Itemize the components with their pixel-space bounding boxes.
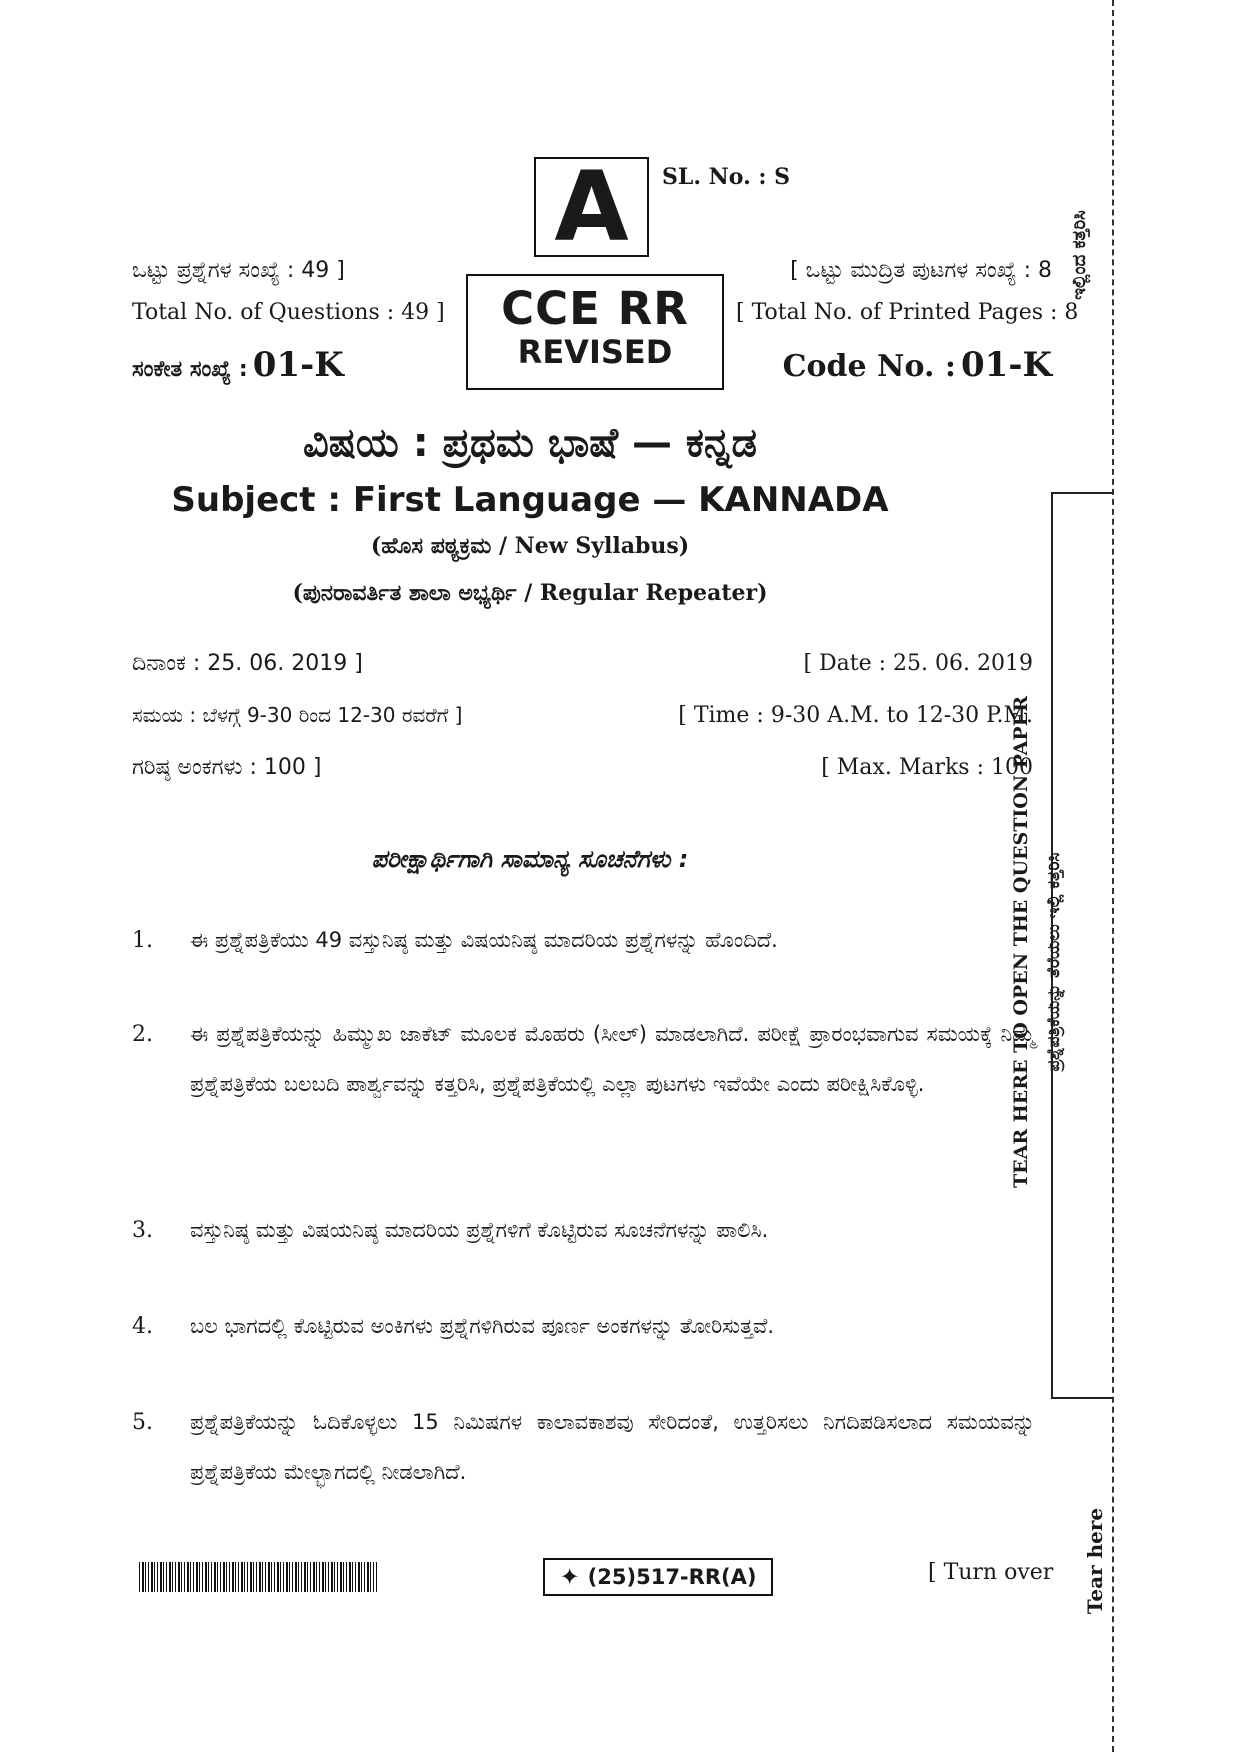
exam-type-title: CCE RR bbox=[501, 282, 689, 335]
star-icon: ✦ bbox=[559, 1563, 580, 1591]
code-number bbox=[740, 345, 1052, 385]
side-tear-open-label: TEAR HERE TO OPEN THE QUESTION PAPER bbox=[1010, 696, 1032, 1188]
barcode bbox=[139, 1562, 377, 1592]
version-letter-box: A bbox=[534, 157, 649, 257]
code-value-right: 01-K bbox=[961, 345, 1052, 385]
subject-kannada: ವಿಷಯ : ಪ್ರಥಮ ಭಾಷೆ — ಕನ್ನಡ bbox=[302, 420, 758, 466]
date-kannada: ದಿನಾಂಕ : 25. 06. 2019 ] bbox=[132, 651, 363, 676]
code-label-kannada: ಸಂಕೇತ ಸಂಖ್ಯೆ : bbox=[132, 357, 248, 382]
serial-number: SL. No. : S bbox=[662, 164, 791, 190]
side-kannada-cut-here: ಇಲ್ಲಿಂದ ಕತ್ತರಿಸಿ bbox=[1069, 210, 1090, 300]
instruction-number: 1. bbox=[132, 928, 153, 953]
total-pages-kannada: [ ಒಟ್ಟು ಮುದ್ರಿತ ಪುಟಗಳ ಸಂಖ್ಯೆ : 8 bbox=[790, 258, 1052, 283]
paper-code-box bbox=[543, 1558, 773, 1596]
instruction-text: ಬಲ ಭಾಗದಲ್ಲಿ ಕೊಟ್ಟಿರುವ ಅಂಕಿಗಳು ಪ್ರಶ್ನೆಗಳಿಗಿರುವ ಪೂರ್ಣ ಅಂಕಗಳನ್ನು ತೋರಿಸುತ್ತವೆ. bbox=[190, 1314, 775, 1338]
time-kannada: ಸಮಯ : ಬೆಳಗ್ಗೆ 9-30 ರಿಂದ 12-30 ರವರೆಗೆ ] bbox=[132, 703, 463, 727]
turn-over-label: [ Turn over bbox=[928, 1560, 1054, 1585]
code-label: Code No. : bbox=[782, 349, 956, 384]
instruction-number: 2. bbox=[132, 1022, 153, 1047]
subject-title: Subject : First Language — KANNADA bbox=[171, 480, 889, 520]
instruction-number: 3. bbox=[132, 1218, 153, 1243]
total-pages: [ Total No. of Printed Pages : 8 bbox=[736, 300, 1079, 325]
max-marks: [ Max. Marks : 100 bbox=[821, 755, 1033, 780]
tear-here-label: Tear here bbox=[1083, 1507, 1107, 1615]
instruction-text: ಪ್ರಶ್ನೆಪತ್ರಿಕೆಯನ್ನು ಓದಿಕೊಳ್ಳಲು 15 ನಿಮಿಷಗಳ ಕಾಲಾವಕಾಶವು ಸೇರಿದಂತೆ, ಉತ್ತರಿಸಲು ನಿಗದಿಪಡಿಸಲಾದ ಸಮಯವನ್ನು ಪ್ರಶ್ನೆಪತ್ರಿಕೆಯ ಮೇಲ್ಭಾಗದಲ್ಲಿ ನೀಡಲಾಗಿದೆ. bbox=[190, 1410, 1035, 1484]
exam-time: [ Time : 9-30 A.M. to 12-30 P.M. bbox=[678, 703, 1033, 728]
instruction-number: 4. bbox=[132, 1314, 153, 1339]
syllabus-label: (ಹೊಸ ಪಠ್ಯಕ್ರಮ / New Syllabus) bbox=[370, 533, 690, 559]
candidate-type-label: (ಪುನರಾವರ್ತಿತ ಶಾಲಾ ಅಭ್ಯರ್ಥಿ / Regular Repeater) bbox=[292, 580, 768, 606]
exam-date: [ Date : 25. 06. 2019 bbox=[803, 651, 1033, 676]
instruction-text: ವಸ್ತುನಿಷ್ಠ ಮತ್ತು ವಿಷಯನಿಷ್ಠ ಮಾದರಿಯ ಪ್ರಶ್ನೆಗಳಿಗೆ ಕೊಟ್ಟಿರುವ ಸೂಚನೆಗಳನ್ನು ಪಾಲಿಸಿ. bbox=[190, 1218, 769, 1242]
instruction-text: ಈ ಪ್ರಶ್ನೆಪತ್ರಿಕೆಯನ್ನು ಹಿಮ್ಮುಖ ಜಾಕೆಟ್ ಮೂಲಕ ಮೊಹರು (ಸೀಲ್) ಮಾಡಲಾಗಿದೆ. ಪರೀಕ್ಷೆ ಪ್ರಾರಂಭವಾಗುವ ಸಮಯಕ್ಕೆ ನಿಮ್ಮ ಪ್ರಶ್ನೆಪತ್ರಿಕೆಯ ಬಲಬದಿ ಪಾರ್ಶ್ವವನ್ನು ಕತ್ತರಿಸಿ, ಪ್ರಶ್ನೆಪತ್ರಿಕೆಯಲ್ಲಿ ಎಲ್ಲಾ ಪುಟಗಳು ಇವೆಯೇ ಎಂದು ಪರೀಕ್ಷಿಸಿಕೊಳ್ಳಿ. bbox=[190, 1022, 1035, 1096]
max-marks-kannada: ಗರಿಷ್ಠ ಅಂಕಗಳು : 100 ] bbox=[132, 755, 322, 780]
paper-code: (25)517-RR(A) bbox=[587, 1565, 757, 1589]
instructions-heading: ಪರೀಕ್ಷಾರ್ಥಿಗಾಗಿ ಸಾಮಾನ್ಯ ಸೂಚನೆಗಳು : bbox=[371, 845, 689, 873]
instruction-number: 5. bbox=[132, 1410, 153, 1435]
instruction-text: ಈ ಪ್ರಶ್ನೆಪತ್ರಿಕೆಯು 49 ವಸ್ತುನಿಷ್ಠ ಮತ್ತು ವಿಷಯನಿಷ್ಠ ಮಾದರಿಯ ಪ್ರಶ್ನೆಗಳನ್ನು ಹೊಂದಿದೆ. bbox=[190, 928, 778, 952]
exam-type-subtitle: REVISED bbox=[517, 333, 673, 371]
code-value-left: 01-K bbox=[252, 345, 344, 385]
total-questions-kannada: ಒಟ್ಟು ಪ್ರಶ್ನೆಗಳ ಸಂಖ್ಯೆ : 49 ] bbox=[132, 258, 345, 283]
side-tear-open-kannada: ಪ್ರಶ್ನೆಪತ್ರಿಕೆಯನ್ನು ತೆರೆಯಲು ಇಲ್ಲಿ ಕತ್ತರಿಸಿ bbox=[1044, 852, 1064, 1072]
code-number-kannada bbox=[132, 345, 344, 385]
total-questions: Total No. of Questions : 49 ] bbox=[132, 300, 445, 325]
exam-type-box bbox=[466, 274, 724, 390]
